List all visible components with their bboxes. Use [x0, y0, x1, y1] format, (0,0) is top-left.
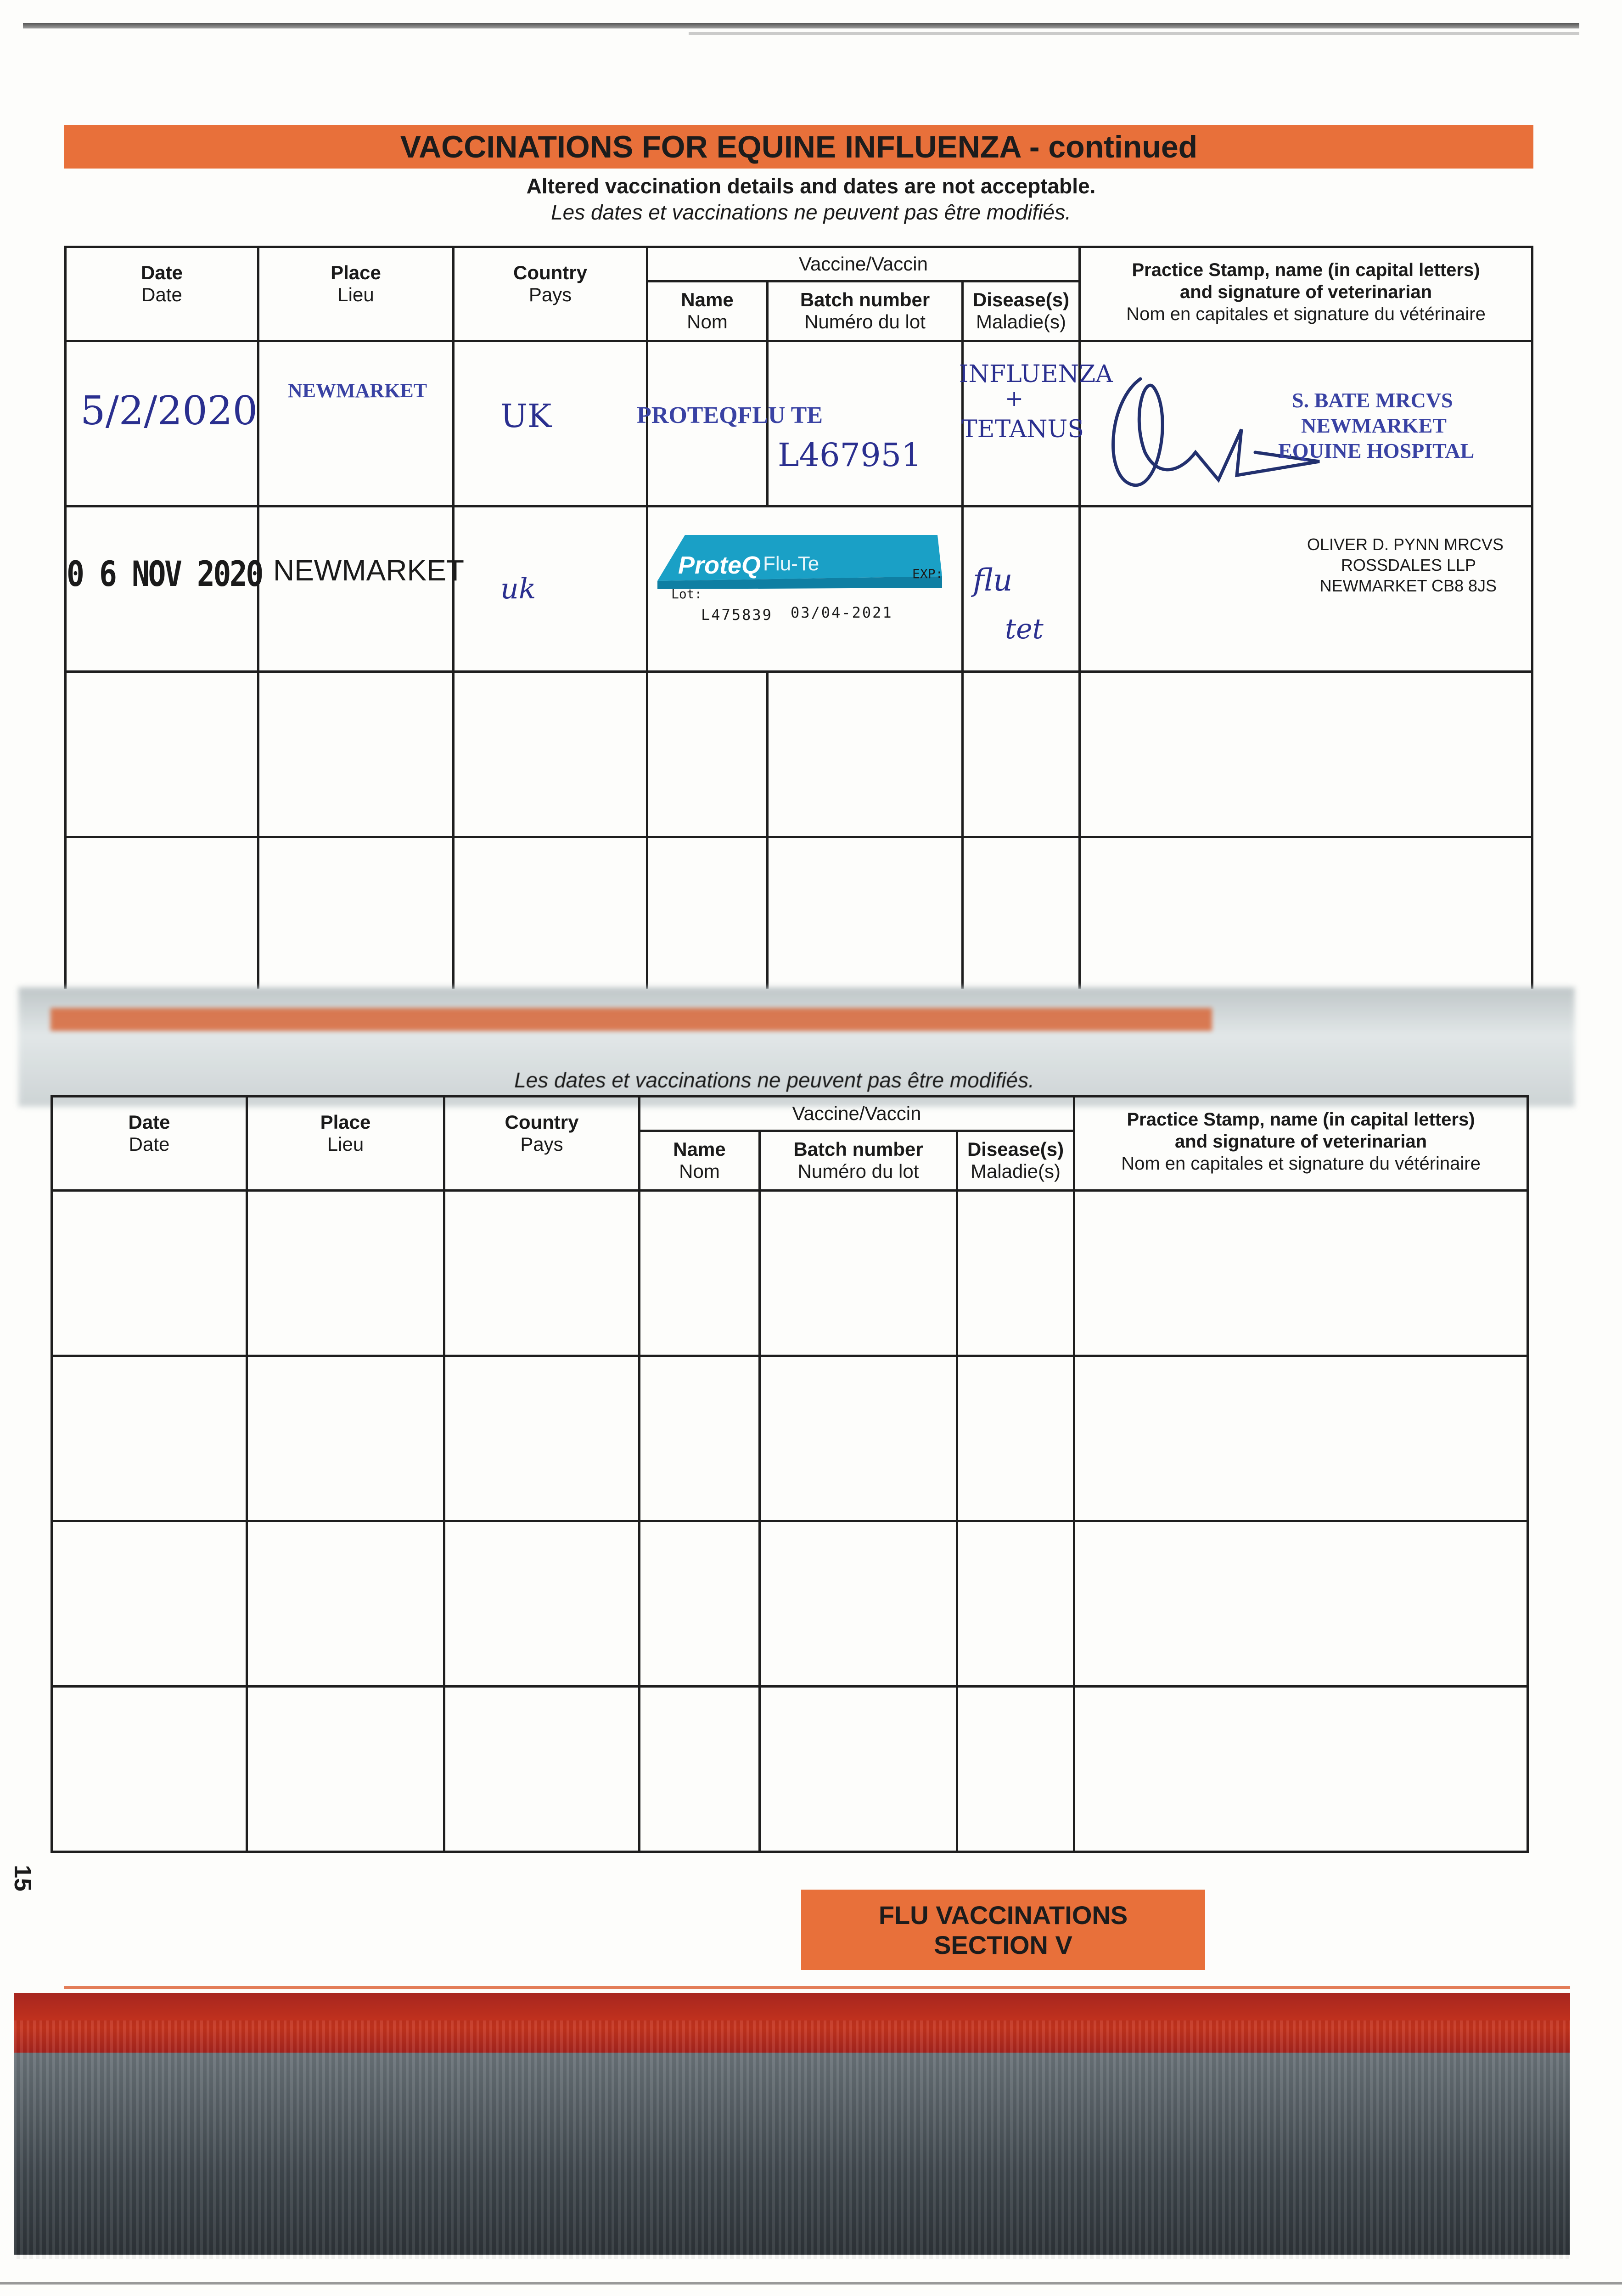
col-header-stamp: Practice Stamp, name (in capital letters) and signature of veterinarian Nom en capitales et signature du vétérinaire	[1080, 247, 1532, 341]
row1-country: UK	[500, 397, 552, 435]
row1-stamp-cell	[1080, 341, 1532, 506]
note-french-lower: Les dates et vaccinations ne peuvent pas être modifiés.	[514, 1068, 1034, 1092]
row2-disease-2: tet	[1005, 613, 1044, 645]
row1-disease-1: INFLUENZA	[959, 360, 1113, 388]
row1-name: PROTEQFLU TE	[637, 402, 823, 428]
row2-place-cell	[258, 506, 464, 672]
vaccine-lot-caption: Lot:	[671, 586, 702, 602]
note-french: Les dates et vaccinations ne peuvent pas être modifiés.	[551, 200, 1071, 224]
row1-batch: L467951	[778, 436, 922, 474]
title-banner	[64, 125, 1533, 169]
col-header-disease-lower: Disease(s) Maladie(s)	[957, 1131, 1074, 1191]
col-header-country: Country Pays	[454, 247, 647, 341]
table-row	[52, 1191, 1528, 1356]
scan-edge-line	[23, 23, 1579, 28]
footer-rule	[64, 1986, 1570, 1989]
row2-stamp-cell	[1080, 506, 1532, 672]
table-row	[66, 341, 1532, 506]
row2-vaccine-label-cell	[647, 506, 963, 672]
vaccine-product: Flu-Te	[763, 552, 819, 575]
row1-disease-cell	[959, 341, 1113, 506]
col-header-batch-lower: Batch number Numéro du lot	[760, 1131, 957, 1191]
col-header-name-lower: Name Nom	[640, 1131, 760, 1191]
footer-scan-stripes	[14, 2020, 1570, 2259]
vaccination-table-lower	[51, 1095, 1529, 1853]
row1-place-cell	[258, 341, 454, 506]
vaccine-exp-caption: EXP:	[912, 566, 943, 581]
col-header-batch: Batch number Numéro du lot	[768, 281, 963, 341]
table-row	[66, 837, 1532, 989]
blurred-banner	[51, 1008, 1212, 1031]
col-header-stamp-lower: Practice Stamp, name (in capital letters) and signature of veterinarian Nom en capitales et signature du vétérinaire	[1074, 1097, 1528, 1191]
section-tab	[801, 1890, 1205, 1970]
vaccine-lot-number: L475839	[701, 606, 773, 624]
row2-stamp-line2: ROSSDALES LLP	[1341, 556, 1476, 574]
vaccine-brand: ProteQ	[678, 551, 761, 579]
row1-stamp-line2: NEWMARKET	[1301, 414, 1447, 437]
col-header-name: Name Nom	[647, 281, 768, 341]
table-row	[52, 1521, 1528, 1687]
col-header-vaccine: Vaccine/Vaccin	[647, 247, 1080, 281]
row2-country-cell	[454, 506, 647, 672]
row2-place: NEWMARKET	[273, 554, 464, 587]
row1-date: 5/2/2020	[80, 388, 258, 434]
row1-stamp-line1: S. BATE MRCVS	[1292, 388, 1453, 412]
page-number: 15	[9, 1865, 36, 1891]
row1-disease-3: TETANUS	[961, 416, 1084, 443]
row1-date-cell	[66, 341, 258, 506]
col-header-disease: Disease(s) Maladie(s)	[963, 281, 1080, 341]
row2-country: uk	[500, 572, 536, 605]
vaccine-expiry: 03/04-2021	[791, 604, 893, 621]
row2-date: 0 6 NOV 2020	[67, 553, 262, 594]
row1-country-cell	[454, 341, 647, 506]
vaccine-sticker	[657, 530, 942, 622]
row1-place: NEWMARKET	[288, 379, 427, 402]
row1-disease-2: +	[1005, 386, 1024, 411]
col-header-country-lower: Country Pays	[444, 1097, 640, 1191]
row2-disease-1: flu	[973, 563, 1013, 598]
col-header-date: Date Date	[66, 247, 258, 341]
section-line1: FLU VACCINATIONS	[878, 1900, 1128, 1930]
page-title: VACCINATIONS FOR EQUINE INFLUENZA - continued	[400, 129, 1198, 164]
row1-name-cell	[637, 341, 823, 506]
table-row	[66, 506, 1532, 672]
scan-edge-line-2	[689, 32, 1579, 35]
row2-date-cell	[66, 506, 262, 672]
table-row	[52, 1356, 1528, 1521]
col-header-vaccine-lower: Vaccine/Vaccin	[640, 1097, 1074, 1131]
section-line2: SECTION V	[934, 1930, 1072, 1959]
col-header-place: Place Lieu	[258, 247, 454, 341]
table-row	[66, 672, 1532, 837]
note-english: Altered vaccination details and dates are not acceptable.	[526, 174, 1096, 198]
col-header-date-lower: Date Date	[52, 1097, 247, 1191]
row1-stamp-line3: EQUINE HOSPITAL	[1278, 439, 1475, 462]
row2-stamp-line1: OLIVER D. PYNN MRCVS	[1307, 535, 1504, 554]
row2-disease-cell	[963, 506, 1080, 672]
col-header-place-lower: Place Lieu	[247, 1097, 444, 1191]
table-row	[52, 1687, 1528, 1852]
row2-stamp-line3: NEWMARKET CB8 8JS	[1319, 576, 1497, 595]
scan-bottom-edge	[0, 2282, 1622, 2285]
vaccination-table-upper	[64, 246, 1533, 989]
